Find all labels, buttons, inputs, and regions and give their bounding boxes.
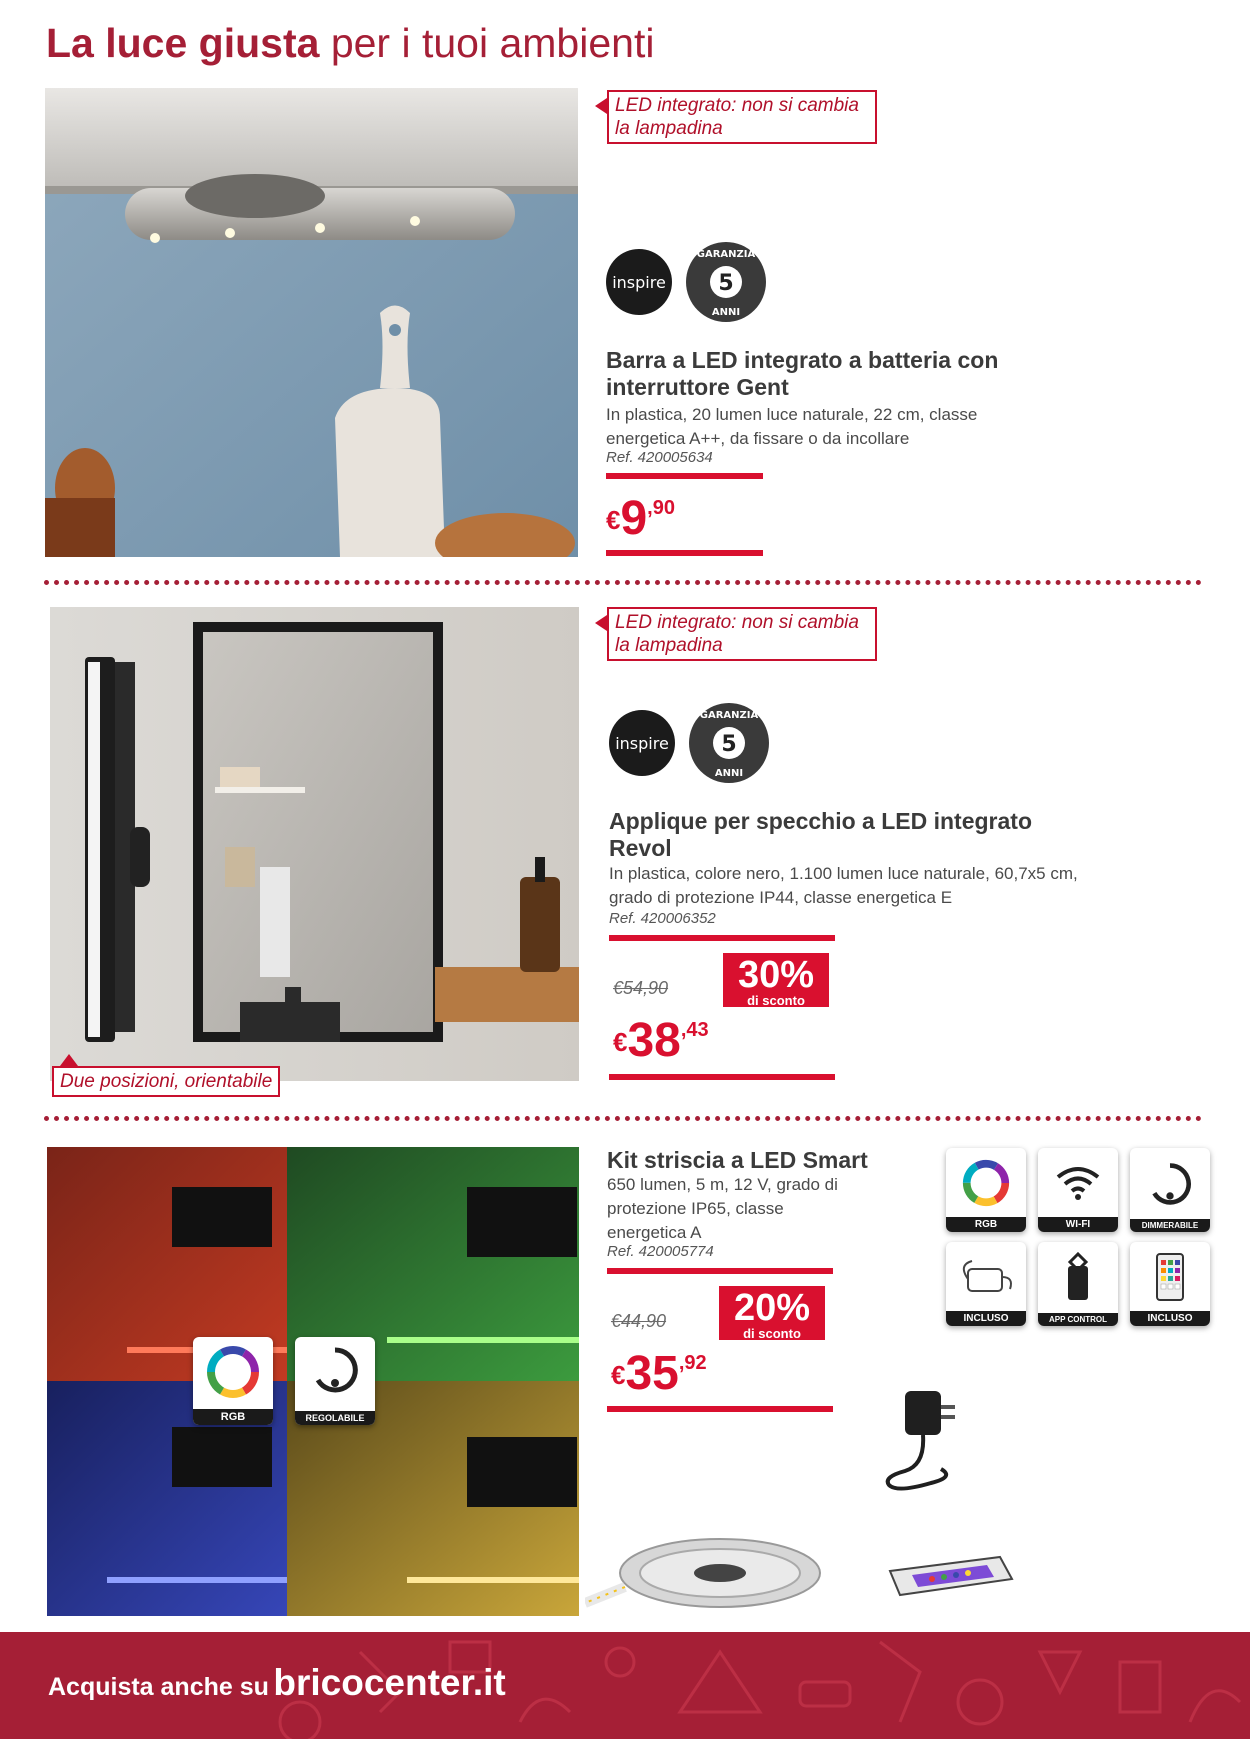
svg-text:ANNI: ANNI [711, 307, 741, 318]
svg-text:GARANZIA: GARANZIA [699, 710, 759, 721]
section-divider-2 [44, 1116, 1202, 1121]
footer-cta [48, 1662, 506, 1704]
svg-text:5: 5 [718, 271, 734, 296]
feature-remote-included: INCLUSO [1130, 1242, 1210, 1326]
wifi-icon [1054, 1163, 1102, 1203]
warranty-5-years-icon [684, 240, 768, 324]
product-2-price-bar-bottom [609, 1074, 835, 1080]
photo-rgb-badge: RGB [193, 1337, 273, 1425]
product-3-price-bar-bottom [607, 1406, 833, 1412]
product-1-price-bar-top [606, 473, 763, 479]
svg-text:5: 5 [721, 732, 737, 757]
feature-power-adapter-included: INCLUSO [946, 1242, 1026, 1326]
dimmer-icon [1147, 1161, 1193, 1207]
feature-dimmerabile: DIMMERABILE [1130, 1148, 1210, 1232]
product-1-badges [606, 240, 768, 324]
footer-banner [0, 1632, 1250, 1739]
product-2-badges [609, 701, 771, 785]
product-1-description: In plastica, 20 lumen luce naturale, 22 cm, classe energetica A++, da fissare o da incollare [606, 405, 978, 448]
power-adapter-image [875, 1385, 965, 1495]
feature-app-control: APP CONTROL [1038, 1242, 1118, 1326]
remote-control-image [882, 1553, 1017, 1603]
product-2-callout [607, 607, 877, 661]
product-1-photo [45, 88, 578, 557]
product-3-ref: Ref. 420005774 [607, 1243, 714, 1260]
rgb-wheel-icon [960, 1157, 1012, 1209]
product-2-callout-bottom [52, 1066, 280, 1097]
page-title-light: per i tuoi ambienti [330, 20, 655, 66]
section-divider-1 [44, 580, 1202, 585]
feature-rgb: RGB [946, 1148, 1026, 1232]
product-3-discount-badge: 20% di sconto [719, 1286, 825, 1340]
product-1-price-bar-bottom [606, 550, 763, 556]
product-3-feature-icons [946, 1148, 1210, 1326]
dimmer-icon [310, 1345, 360, 1395]
warranty-5-years-icon [687, 701, 771, 785]
svg-text:GARANZIA: GARANZIA [696, 249, 756, 260]
product-2-name: Applique per specchio a LED integrato Revol [609, 808, 1033, 861]
product-3-old-price: €44,90 [611, 1311, 667, 1331]
product-1-name: Barra a LED integrato a batteria con interruttore Gent [606, 347, 999, 400]
product-1-price: €9,90 [606, 492, 675, 545]
product-2-photo [50, 607, 579, 1081]
rgb-wheel-icon [206, 1345, 260, 1399]
product-2-old-price: €54,90 [613, 978, 669, 998]
product-2-price-bar-top [609, 935, 835, 941]
page-title [46, 20, 654, 67]
product-3-price: €35,92 [611, 1347, 707, 1400]
product-2-price: €38,43 [613, 1014, 709, 1067]
footer-prefix: Acquista anche su [48, 1673, 269, 1701]
product-3-price-bar-top [607, 1268, 833, 1274]
product-1-callout [607, 90, 877, 144]
inspire-brand-logo: inspire [606, 249, 672, 315]
app-control-icon [1056, 1252, 1100, 1304]
product-2-description: In plastica, colore nero, 1.100 lumen luce naturale, 60,7x5 cm, grado di protezione IP44, classe energetica E [609, 864, 1078, 907]
footer-site-link[interactable]: bricocenter.it [273, 1662, 506, 1703]
svg-text:ANNI: ANNI [714, 768, 744, 779]
page-title-bold: La luce giusta [46, 20, 320, 66]
remote-control-icon [1155, 1252, 1185, 1302]
product-2-callout-bottom-text: Due posizioni, orientabile [60, 1071, 273, 1092]
product-2-discount-badge: 30% di sconto [723, 953, 829, 1007]
power-adapter-icon [958, 1255, 1014, 1299]
product-1-callout-text: LED integrato: non si cambia la lampadina [615, 95, 859, 139]
photo-regolabile-badge: REGOLABILE [295, 1337, 375, 1425]
product-3-description: 650 lumen, 5 m, 12 V, grado di protezione IP65, classe energetica A [607, 1175, 838, 1242]
product-2-callout-text: LED integrato: non si cambia la lampadina [615, 612, 859, 656]
feature-wifi: WI-FI [1038, 1148, 1118, 1232]
product-3-name: Kit striscia a LED Smart [607, 1147, 868, 1173]
product-1-ref: Ref. 420005634 [606, 449, 713, 466]
product-2-ref: Ref. 420006352 [609, 910, 716, 927]
product-3-photo [47, 1147, 579, 1616]
led-strip-reel-image [585, 1525, 855, 1620]
inspire-brand-logo: inspire [609, 710, 675, 776]
